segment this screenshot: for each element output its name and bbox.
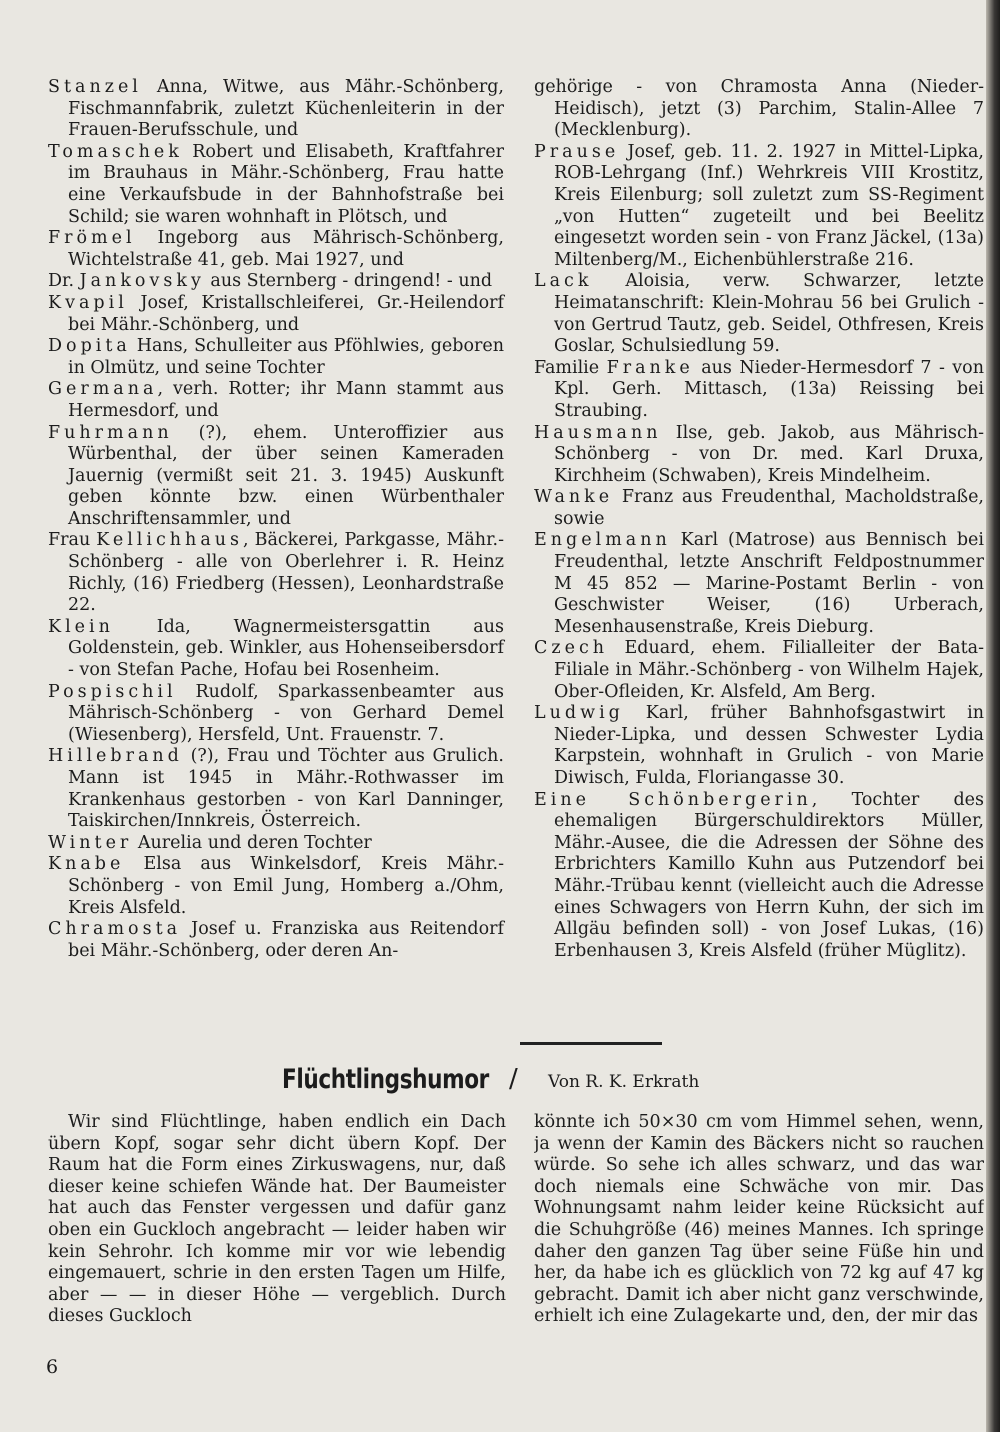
notice-name: Hausmann bbox=[534, 422, 662, 443]
notice-text: , verh. Rotter; ihr Mann stammt aus Hermesdorf, und bbox=[68, 379, 504, 421]
notice-entry bbox=[534, 358, 984, 423]
notice-entry bbox=[534, 790, 984, 963]
notice-name: Jankovsky bbox=[79, 271, 205, 292]
notice-name: Hillebrand bbox=[48, 746, 183, 767]
notice-name: Winter bbox=[48, 832, 133, 853]
notice-entry bbox=[48, 77, 504, 142]
notice-prefix: Dr. bbox=[48, 271, 80, 292]
notice-name: Klein bbox=[48, 616, 114, 637]
notice-name: Franke bbox=[606, 357, 694, 378]
heading-separator: / bbox=[509, 1064, 518, 1094]
notice-text: , Tochter des ehemaligen Bürgerschuldirektors Müller, Mähr.-Ausee, die die Adressen der Söhne des Erbrichters Kamillo Kuhn aus Putzendorf bei Mähr.-Trübau kennt (vielleicht auch die Adresse eines Schwagers von Herrn Kuhn, der sich im Allgäu befinden soll) - von Josef Lukas, (16) Erbenhausen 3, Kreis Alsfeld (früher Müglitz). bbox=[554, 789, 984, 961]
notice-text: Ida, Wagnermeistersgattin aus Goldenstein, geb. Winkler, aus Hohenseibersdorf - von Stefan Pache, Hofau bei Rosenheim. bbox=[68, 616, 504, 681]
article-author: Von R. K. Erkrath bbox=[548, 1072, 700, 1092]
notice-name: Kellichhaus bbox=[96, 530, 244, 551]
notice-text: Karl, früher Bahnhofsgastwirt in Nieder-Lipka, und dessen Schwester Lydia Karpstein, wohnhaft in Grulich - von Marie Diwisch, Fulda, Floriangasse 30. bbox=[554, 703, 984, 788]
search-notices-left-column bbox=[48, 77, 504, 962]
notice-entry bbox=[48, 379, 504, 422]
notice-text: Hans, Schulleiter aus Pföhlwies, geboren in Olmütz, und seine Tochter bbox=[68, 336, 504, 378]
notice-text: Aurelia und deren Tochter bbox=[132, 832, 372, 853]
notice-entry bbox=[48, 293, 504, 336]
story-paragraph: könnte ich 50×30 cm vom Himmel sehen, wenn, ja wenn der Kamin des Bäckers nicht so rauchen würde. So sehe ich alles schwarz, und das war doch niemals eine Schwäche von mir. Das Wohnungsamt nahm leider keine Rücksicht auf die Schuhgröße (46) meines Mannes. Ich springe daher den ganzen Tag über seine Füße hin und her, da habe ich es glücklich von 72 kg auf 47 kg gebracht. Damit ich aber nicht ganz verschwinde, erhielt ich eine Zulagekarte und, den, der mir das bbox=[534, 1112, 984, 1327]
search-notices-right-column bbox=[534, 77, 984, 1037]
notice-text: Karl (Matrose) aus Bennisch bei Freudenthal, letzte Anschrift Feldpostnummer M 45 852 — Marine-Postamt Berlin - von Geschwister Weiser, (16) Urberach, Mesenhausenstraße, Kreis Dieburg. bbox=[554, 530, 984, 637]
story-right-column bbox=[534, 1112, 984, 1328]
section-divider bbox=[520, 1042, 662, 1045]
notice-name: Eine Schönbergerin bbox=[534, 789, 812, 810]
notice-entry bbox=[534, 271, 984, 357]
notice-text: aus Nieder-Hermesdorf 7 - von Kpl. Gerh. Mittasch, (13a) Reissing bei Straubing. bbox=[554, 357, 984, 421]
story-paragraph: Wir sind Flüchtlinge, haben endlich ein Dach übern Kopf, sogar sehr dicht übern Kopf. Der Raum hat die Form eines Zirkuswagens, nur, daß dieser keine schiefen Wände hat. Der Baumeister hat auch das Fenster vergessen und dafür ganz oben ein Guckloch angebracht — leider haben wir kein Sehrohr. Ich komme mir vor wie lebendig eingemauert, schrie in den ersten Tagen um Hilfe, aber — — in dieser Höhe — vergeblich. Durch dieses Guckloch bbox=[48, 1112, 506, 1327]
notice-name: Knabe bbox=[48, 854, 125, 875]
notice-entry bbox=[534, 638, 984, 703]
notice-entry bbox=[534, 703, 984, 789]
notice-name: Pospischil bbox=[48, 681, 177, 702]
notice-entry bbox=[534, 530, 984, 638]
notice-entry bbox=[48, 682, 504, 747]
notice-entry bbox=[48, 271, 504, 293]
notice-text: Rudolf, Sparkassenbeamter aus Mährisch-Schönberg - von Gerhard Demel (Wiesenberg), Hersfeld, Unt. Frauenstr. 7. bbox=[68, 681, 504, 745]
notice-entry bbox=[48, 142, 504, 228]
notice-text: , Bäckerei, Parkgasse, Mähr.-Schönberg - alle von Oberlehrer i. R. Heinz Richly, (16) Friedberg (Hessen), Leonhardstraße 22. bbox=[68, 530, 505, 616]
notice-name: Chramosta bbox=[48, 919, 182, 940]
notice-entry bbox=[48, 336, 504, 379]
notice-entry bbox=[48, 228, 504, 271]
notice-entry bbox=[48, 746, 504, 832]
notice-entry bbox=[534, 423, 984, 488]
notice-text: gehörige - von Chramosta Anna (Nieder-Heidisch), jetzt (3) Parchim, Stalin-Allee 7 (Mecklenburg). bbox=[534, 77, 984, 141]
notice-entry bbox=[48, 854, 504, 919]
notice-text: Elsa aus Winkelsdorf, Kreis Mähr.-Schönberg - von Emil Jung, Homberg a./Ohm, Kreis Alsfeld. bbox=[68, 854, 504, 918]
notice-text: (?), ehem. Unteroffizier aus Würbenthal, der über seinen Kameraden Jauernig (vermißt seit 21. 3. 1945) Auskunft geben könnte bzw. einen Würbenthaler Anschriftensammler, und bbox=[68, 422, 504, 529]
notice-text: Anna, Witwe, aus Mähr.-Schönberg, Fischmannfabrik, zuletzt Küchenleiterin in der Frauen-Berufsschule, und bbox=[68, 77, 504, 141]
notice-text: aus Sternberg - dringend! - und bbox=[204, 271, 493, 292]
notice-name: Lack bbox=[534, 271, 593, 292]
notice-text: Eduard, ehem. Filialleiter der Bata-Filiale in Mähr.-Schönberg - von Wilhelm Hajek, Ober-Ofleiden, Kr. Alsfeld, Am Berg. bbox=[554, 638, 984, 702]
notice-name: Prause bbox=[534, 141, 620, 162]
notice-entry bbox=[534, 487, 984, 530]
notice-name: Germana bbox=[48, 379, 158, 400]
notice-text: Josef, Kristallschleiferei, Gr.-Heilendorf bei Mähr.-Schönberg, und bbox=[68, 292, 504, 335]
notice-name: Fuhrmann bbox=[48, 422, 173, 443]
notice-text: Josef, geb. 11. 2. 1927 in Mittel-Lipka, ROB-Lehrgang (Inf.) Wehrkreis VIII Krostitz, Kreis Eilenburg; soll zuletzt zum SS-Regiment „von Hutten“ zugeteilt und bei Beelitz eingesetzt worden sein - von Franz Jäckel, (13a) Miltenberg/M., Eichenbühlerstraße 216. bbox=[554, 141, 984, 270]
notice-text: (?), Frau und Töchter aus Grulich. Mann ist 1945 in Mähr.-Rothwasser im Krankenhaus gestorben - von Karl Danninger, Taiskirchen/Innkreis, Österreich. bbox=[68, 746, 504, 832]
notice-text: Aloisia, verw. Schwarzer, letzte Heimatanschrift: Klein-Mohrau 56 bei Grulich - von Gertrud Tautz, geb. Seidel, Othfresen, Kreis Goslar, Schulsiedlung 59. bbox=[554, 271, 984, 357]
notice-prefix: Frau bbox=[48, 530, 97, 551]
notice-entry bbox=[48, 617, 504, 682]
notice-text: Franz aus Freudenthal, Macholdstraße, sowie bbox=[554, 487, 984, 529]
story-left-column bbox=[48, 1112, 506, 1328]
notice-name: Frömel bbox=[48, 228, 136, 249]
notice-name: Dopita bbox=[48, 336, 131, 357]
notice-name: Wanke bbox=[534, 487, 614, 508]
notice-text: Robert und Elisabeth, Kraftfahrer im Brauhaus in Mähr.-Schönberg, Frau hatte eine Verkaufsbude in der Bahnhofstraße bei Schild; sie waren wohnhaft in Plötsch, und bbox=[68, 141, 504, 227]
notice-name: Czech bbox=[534, 638, 609, 659]
notice-prefix: Familie bbox=[534, 357, 607, 378]
notice-name: Kvapil bbox=[48, 292, 128, 313]
notice-entry bbox=[48, 919, 504, 962]
notice-text: Ilse, geb. Jakob, aus Mährisch-Schönberg - von Dr. med. Karl Druxa, Kirchheim (Schwaben), Kreis Mindelheim. bbox=[554, 422, 984, 486]
notice-name: Ludwig bbox=[534, 703, 624, 724]
notice-entry bbox=[48, 530, 504, 616]
notice-name: Tomaschek bbox=[48, 141, 183, 162]
notice-text: Josef u. Franziska aus Reitendorf bei Mähr.-Schönberg, oder deren An- bbox=[68, 919, 504, 961]
notice-entry bbox=[48, 833, 504, 855]
notice-name: Engelmann bbox=[534, 530, 671, 551]
notice-name: Stanzel bbox=[48, 77, 142, 97]
article-heading bbox=[0, 1064, 1000, 1100]
page-edge-shadow bbox=[986, 0, 1000, 1432]
notice-text: Ingeborg aus Mährisch-Schönberg, Wichtelstraße 41, geb. Mai 1927, und bbox=[68, 228, 504, 270]
article-title: Flüchtlingshumor bbox=[282, 1064, 489, 1095]
notice-entry bbox=[534, 77, 984, 142]
notice-entry bbox=[534, 142, 984, 272]
notice-entry bbox=[48, 423, 504, 531]
page-number: 6 bbox=[46, 1356, 59, 1378]
